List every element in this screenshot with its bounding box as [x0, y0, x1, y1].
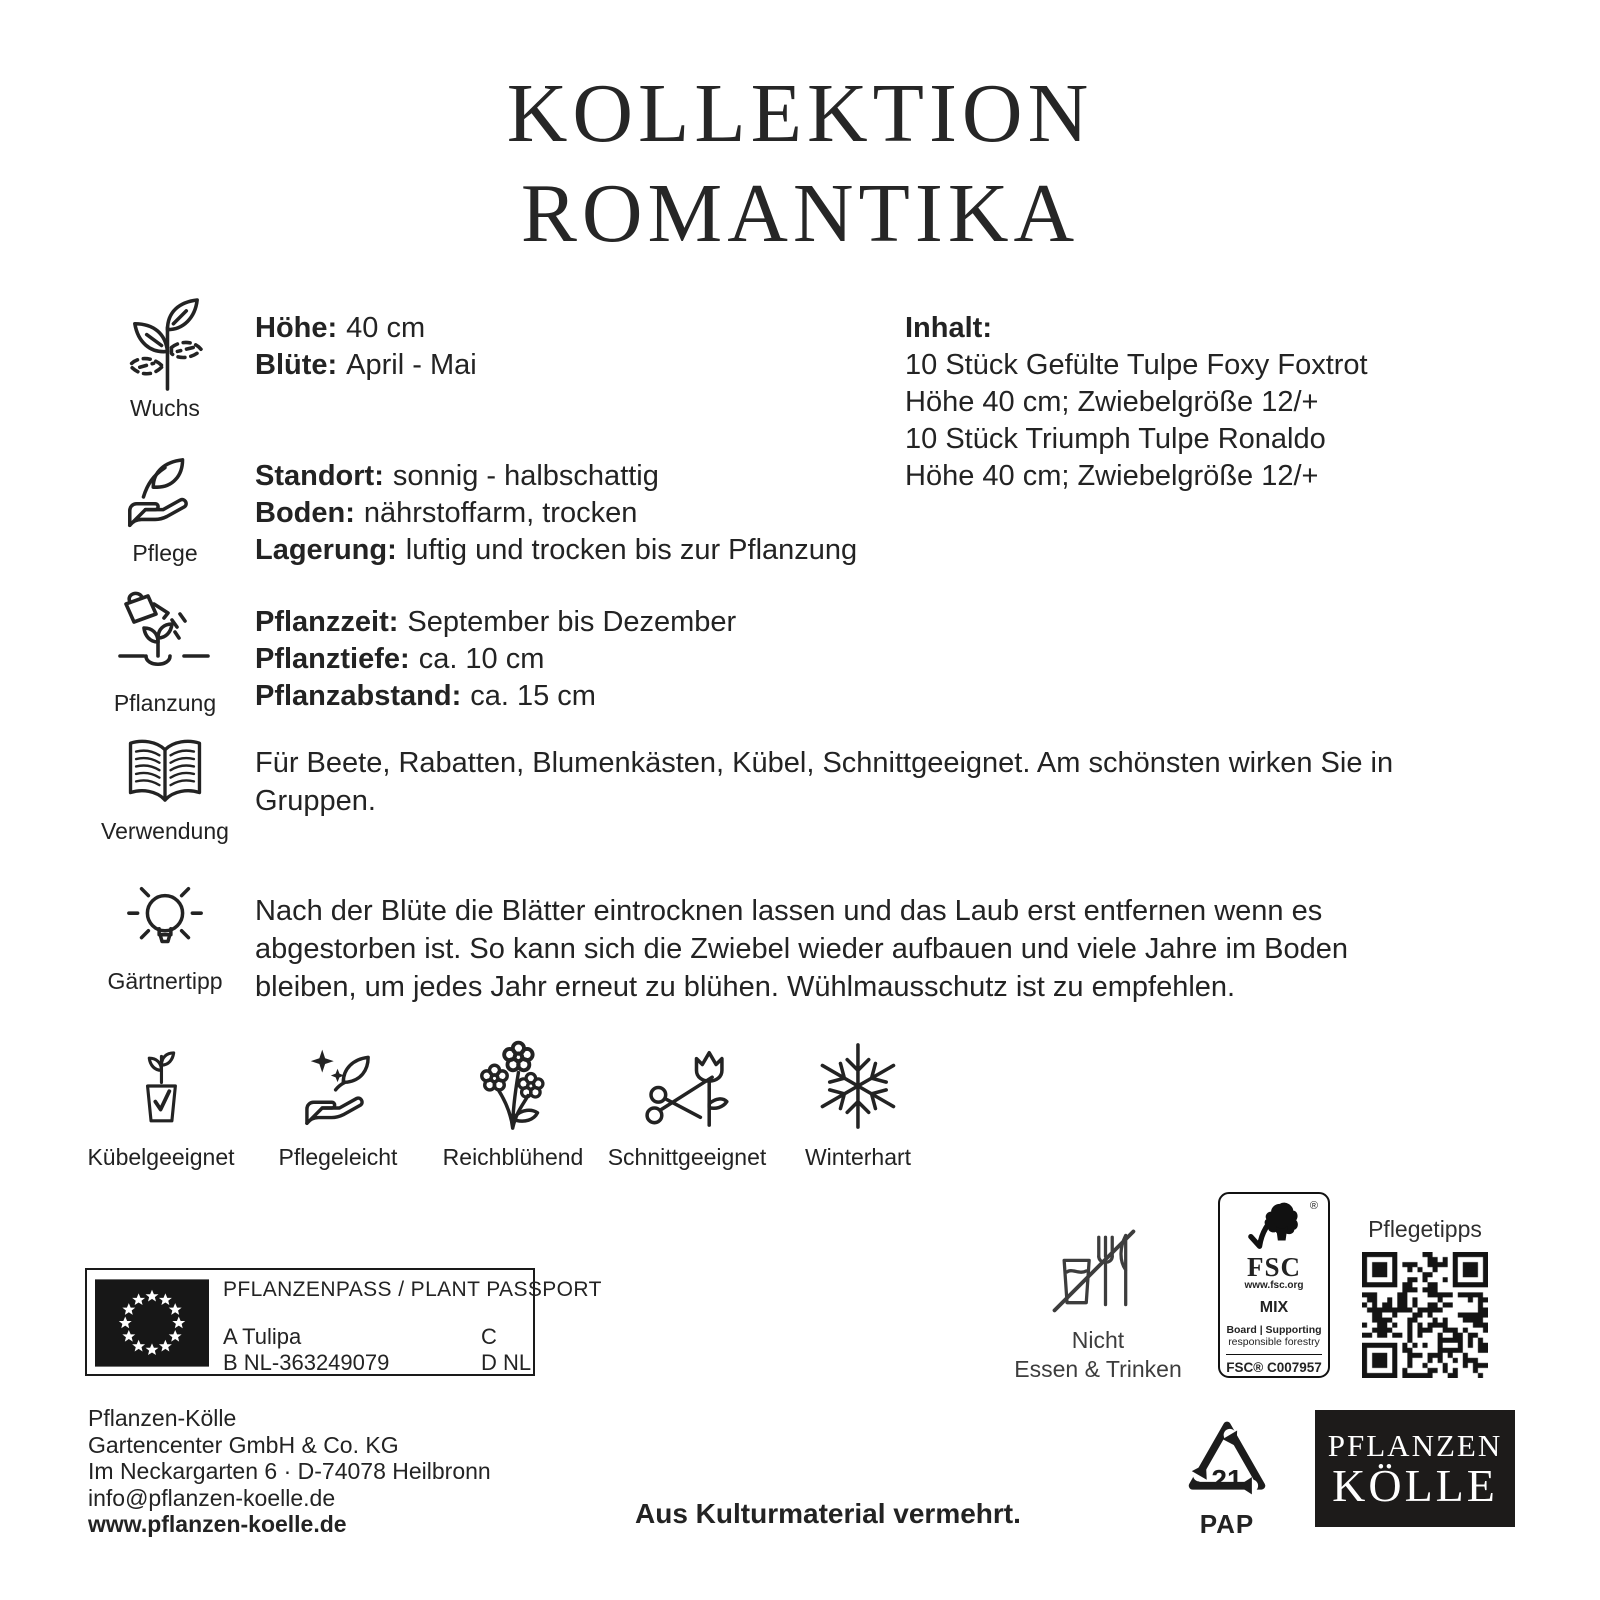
recycling-number: 21	[1211, 1464, 1243, 1495]
snowflake-icon	[805, 1040, 911, 1132]
flower-bouquet-icon	[443, 1040, 584, 1132]
pot-check-icon	[87, 1040, 234, 1132]
planting-info	[255, 604, 736, 715]
eu-flag	[95, 1279, 209, 1367]
fsc-claim: Board | Supporting responsible forestry	[1226, 1324, 1322, 1348]
fsc-url: www.fsc.org	[1244, 1280, 1304, 1291]
fsc-grade: MIX	[1259, 1299, 1289, 1316]
planting-watering-icon	[116, 590, 212, 686]
storage-line: Lagerung: luftig und trocken bis zur Pflanzung	[255, 534, 858, 566]
scissors-tulip-icon	[608, 1040, 767, 1132]
fsc-label	[1218, 1192, 1330, 1378]
passport-field-b: B NL-363249079	[223, 1350, 390, 1375]
easy-care-hand-icon	[279, 1040, 398, 1132]
contents-heading: Inhalt:	[905, 312, 992, 344]
tip-lightbulb-icon	[122, 878, 208, 964]
company-website: www.pflanzen-koelle.de	[88, 1511, 347, 1537]
registered-mark: ®	[1309, 1200, 1318, 1212]
growth-icon	[118, 298, 213, 393]
care-info	[255, 458, 857, 569]
title-line-2: ROMANTIKA	[520, 167, 1080, 260]
company-email: info@pflanzen-koelle.de	[88, 1484, 336, 1511]
location-line: Standort: sonnig - halbschattig	[255, 460, 659, 492]
feature-cut-suitable: Schnittgeeignet	[608, 1040, 767, 1171]
contents-line: 10 Stück Triumph Tulpe Ronaldo	[905, 423, 1326, 455]
passport-field-c: C	[481, 1324, 497, 1349]
feature-winter-hardy: Winterhart	[805, 1040, 911, 1171]
bloom-line: Blüte: April - Mai	[255, 349, 477, 381]
contents-block	[905, 310, 1368, 495]
feature-pot-suitable: Kübelgeeignet	[87, 1040, 234, 1171]
company-address	[88, 1405, 491, 1538]
culture-material-note: Aus Kulturmaterial vermehrt.	[635, 1498, 1021, 1529]
care-hand-leaf-icon	[120, 452, 206, 538]
planting-distance-line: Pflanzabstand: ca. 15 cm	[255, 680, 596, 712]
fsc-license: FSC® C007957	[1226, 1360, 1322, 1375]
planting-depth-line: Pflanztiefe: ca. 10 cm	[255, 643, 545, 675]
usage-book-icon	[124, 734, 206, 812]
tip-caption: Gärtnertipp	[107, 968, 223, 994]
plant-passport-box	[85, 1268, 602, 1376]
growth-caption: Wuchs	[130, 395, 200, 421]
usage-caption: Verwendung	[101, 818, 229, 844]
feature-rich-blooming: Reichblühend	[443, 1040, 584, 1171]
fsc-divider	[1226, 1354, 1322, 1355]
company-type: Gartencenter GmbH & Co. KG	[88, 1431, 399, 1458]
recycling-symbol	[1180, 1414, 1274, 1540]
contents-line: Höhe 40 cm; Zwiebelgröße 12/+	[905, 460, 1319, 492]
contents-line: 10 Stück Gefülte Tulpe Foxy Foxtrot	[905, 349, 1368, 381]
no-food-drink-label: Nicht Essen & Trinken	[1014, 1327, 1182, 1382]
feature-easy-care: Pflegeleicht	[279, 1040, 398, 1171]
contents-line: Höhe 40 cm; Zwiebelgröße 12/+	[905, 386, 1319, 418]
planting-caption: Pflanzung	[113, 690, 217, 716]
brand-logo: PFLANZEN KÖLLE	[1315, 1410, 1515, 1527]
passport-field-d: D NL	[481, 1350, 532, 1375]
qr-code	[1362, 1252, 1488, 1378]
company-name: Pflanzen-Kölle	[88, 1405, 237, 1431]
soil-line: Boden: nährstoffarm, trocken	[255, 497, 638, 529]
planting-time-line: Pflanzzeit: September bis Dezember	[255, 606, 737, 638]
height-line: Höhe: 40 cm	[255, 312, 426, 344]
fsc-acronym: FSC	[1246, 1252, 1301, 1282]
recycling-material: PAP	[1199, 1509, 1255, 1539]
care-caption: Pflege	[132, 540, 198, 566]
usage-text: Für Beete, Rabatten, Blumenkästen, Kübel, Schnittgeeignet. Am schönsten wirken Sie in Gruppen.	[255, 747, 1394, 817]
page-title	[0, 64, 1600, 264]
tip-text: Nach der Blüte die Blätter eintrocknen lassen und das Laub erst entfernen wenn es abgestorben ist. So kann sich die Zwiebel wieder aufbauen und viele Jahre im Boden bleiben, um jedes Jahr erneut zu blühen. Wühlmausschutz ist zu empfehlen.	[255, 895, 1349, 1003]
care-tips-label: Pflegetipps	[1368, 1216, 1482, 1242]
growth-info	[255, 310, 477, 384]
passport-field-a: A Tulipa	[223, 1324, 302, 1349]
passport-title: PFLANZENPASS / PLANT PASSPORT	[223, 1278, 602, 1301]
company-street: Im Neckargarten 6 · D-74078 Heilbronn	[88, 1458, 491, 1484]
no-food-drink-icon	[1043, 1220, 1143, 1325]
title-line-1: KOLLEKTION	[506, 67, 1094, 160]
